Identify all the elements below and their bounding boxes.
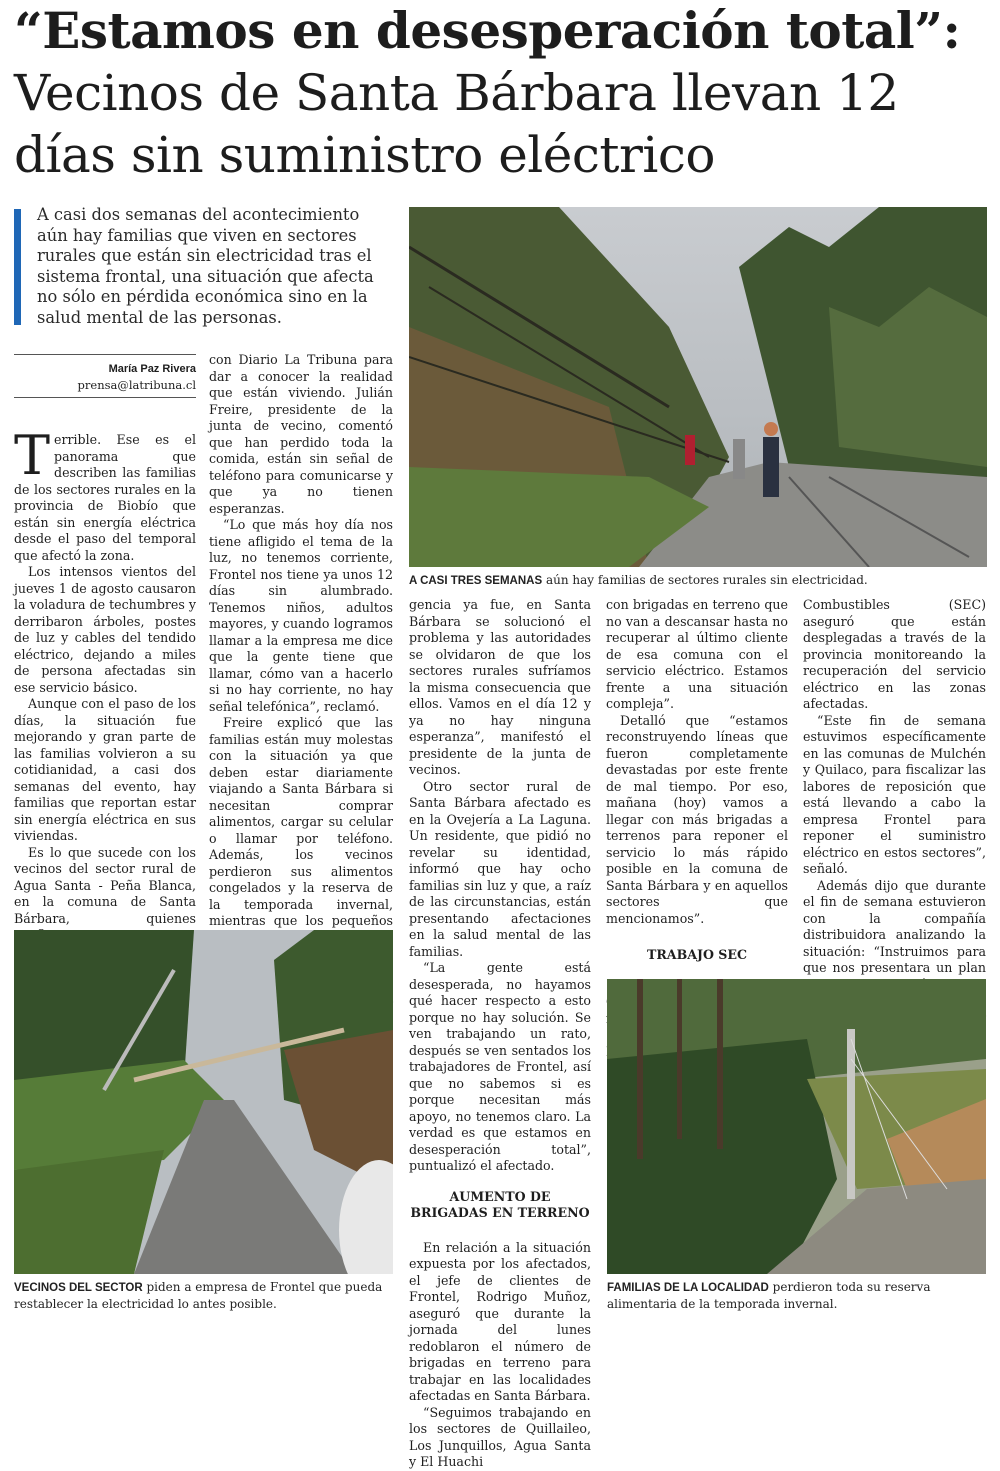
- article-column-3: [409, 597, 591, 1471]
- paragraph: “La gente está desesperada, no hayamos qué hacer respecto a esto porque no hay solución. Se ven trabajando un rato, después se ven sentados los trabajadores de Frontel, así que no sabemos si es porque necesitan más apoyo, no tenemos claro. La verdad es que estamos en desesperación total”, puntualizó el afectado.: [409, 960, 591, 1173]
- paragraph: gencia ya fue, en Santa Bárbara se solucionó el problema y las autoridades se olvidaron de que los sectores rurales sufríamos la misma consecuencia que ellos. Vamos en el día 12 y ya no hay ninguna esperanza”, manifestó el presidente de la junta de vecinos.: [409, 597, 591, 777]
- paragraph: En relación a la situación expuesta por los afectados, el jefe de clientes de Frontel, Rodrigo Muñoz, aseguró que durante la jornada del lunes redoblaron el número de brigadas en terreno para trabajar en las localidades afectadas en Santa Bárbara.: [409, 1239, 591, 1403]
- lede: [14, 205, 384, 329]
- paragraph: Además dijo que durante el fin de semana estuvieron con la compañía distribuidora analizando la situación: “Instruimos para que nos presentara un plan: [803, 877, 986, 975]
- caption-bottom-left-photo: VECINOS DEL SECTOR piden a empresa de Frontel que pueda restablecer la electricidad lo antes posible.: [14, 1280, 383, 1311]
- article-column-1: [14, 424, 196, 993]
- subheading-brigadas: AUMENTO DE BRIGADAS EN TERRENO: [410, 1188, 590, 1220]
- author-name: María Paz Rivera: [108, 363, 196, 375]
- paragraph: Los intensos vientos del jueves 1 de agosto causaron la voladura de techumbres y derribaron árboles, postes de luz y cables del tendido eléctrico, dejando a miles de persona afectadas sin ese servicio básico.: [14, 564, 196, 695]
- photo-forest-pole: [607, 979, 986, 1274]
- caption-top-photo: A CASI TRES SEMANAS aún hay familias de sectores rurales sin electricidad.: [409, 573, 868, 587]
- headline-line-1: “Estamos en desesperación total”:: [14, 1, 961, 60]
- photo-credit: FOTOS CEDIDAS POR FAMILIAS DE LA ZONA AFECTADA: [987, 321, 996, 565]
- author-email[interactable]: prensa@latribuna.cl: [77, 378, 196, 392]
- paragraph: Aunque con el paso de los días, la situación fue mejorando y gran parte de las familias volvieron a su cotidianidad, a casi dos semanas del evento, hay familias que reportan estar sin energía eléctrica en sus viviendas.: [14, 696, 196, 843]
- paragraph: Terrible. Ese es el panorama que describen las familias de los sectores rurales en la provincia de Biobío que están sin energía eléctrica desde el paso del temporal que afectó la zona.: [14, 424, 196, 563]
- caption-bottom-right-photo: FAMILIAS DE LA LOCALIDAD perdieron toda su reserva alimentaria de la temporada invernal.: [607, 1280, 931, 1311]
- paragraph: “Seguimos trabajando en los sectores de Quillaileo, Los Junquillos, Agua Santa y El Huachi: [409, 1404, 591, 1469]
- paragraph: Es lo que sucede con los vecinos del sector rural de Agua Santa - Peña Blanca, en la comuna de Santa Bárbara, quienes: [14, 844, 196, 926]
- paragraph: Freire explicó que las familias están muy molestas con la situación ya que deben estar diariamente viajando a Santa Bárbara si necesitan comprar alimentos, cargar su celular o llamar por teléfono. Además, los vecinos perdieron sus alimentos congelados y la reserva de la temporada invernal, mientras que los pequeños: [209, 715, 393, 928]
- headline: [14, 0, 994, 186]
- lede-text: A casi dos semanas del acontecimiento aún hay familias que viven en sectores rurales que están sin electricidad tras el sistema frontal, una situación que afecta no sólo en pérdida económica sino en la salud mental de las personas.: [37, 205, 374, 327]
- subheading-sec: TRABAJO SEC: [646, 947, 748, 962]
- paragraph: con brigadas en terreno que no van a descansar hasta no recuperar al último cliente de esa comuna con el servicio eléctrico. Estamos frente a una situación compleja”.: [606, 597, 788, 711]
- paragraph: Combustibles (SEC) aseguró que están desplegadas a través de la provincia monitoreando la recuperación del servicio eléctrico en las zonas afectadas.: [803, 597, 986, 711]
- paragraph: Otro sector rural de Santa Bárbara afectado es en la Ovejería a La Laguna. Un residente, que pidió no revelar su identidad, informó que hay ocho familias sin luz y que, a raíz de las circunstancias, están presentando afectaciones en la salud mental de las familias.: [409, 778, 591, 959]
- photo-fallen-trees-road: [409, 207, 987, 567]
- photo-fallen-pole-road: [14, 930, 393, 1274]
- headline-line-2: Vecinos de Santa Bárbara llevan 12: [14, 64, 899, 122]
- byline: [14, 354, 196, 398]
- paragraph: con Diario La Tribuna para dar a conocer la realidad que están viviendo. Julián Freire, presidente de la junta de vecino, comentó que han perdido toda la comida, están sin señal de teléfono para comunicarse y que ya no tienen esperanzas.: [209, 352, 393, 516]
- drop-cap: T: [14, 424, 51, 487]
- paragraph: “Este fin de semana estuvimos específicamente en las comunas de Mulchén y Quilaco, para fiscalizar las labores de reposición que está llevando a cabo la empresa Frontel para reponer el suministro eléctrico en estos sectores”, señaló.: [803, 712, 986, 876]
- paragraph: “Lo que más hoy día nos tiene afligido el tema de la luz, no tenemos corriente, Frontel nos tiene ya unos 12 días sin alumbrado. Tenemos niños, adultos mayores, y cuando logramos llamar a la empresa me dice que la gente tiene que llamar, cómo van a hacerlo si no hay corriente, no hay señal telefónica”, reclamó.: [209, 517, 393, 714]
- lede-accent-bar: [14, 209, 21, 325]
- paragraph: Detalló que “estamos reconstruyendo líneas que fueron completamente devastadas por este frente de mal tiempo. Por eso, mañana (hoy) vamos a llegar con más brigadas a terrenos para reponer el servicio lo más rápido posible en la comuna de Santa Bárbara y en aquellos sectores que mencionamos”.: [606, 712, 788, 926]
- headline-line-3: días sin suministro eléctrico: [14, 126, 715, 184]
